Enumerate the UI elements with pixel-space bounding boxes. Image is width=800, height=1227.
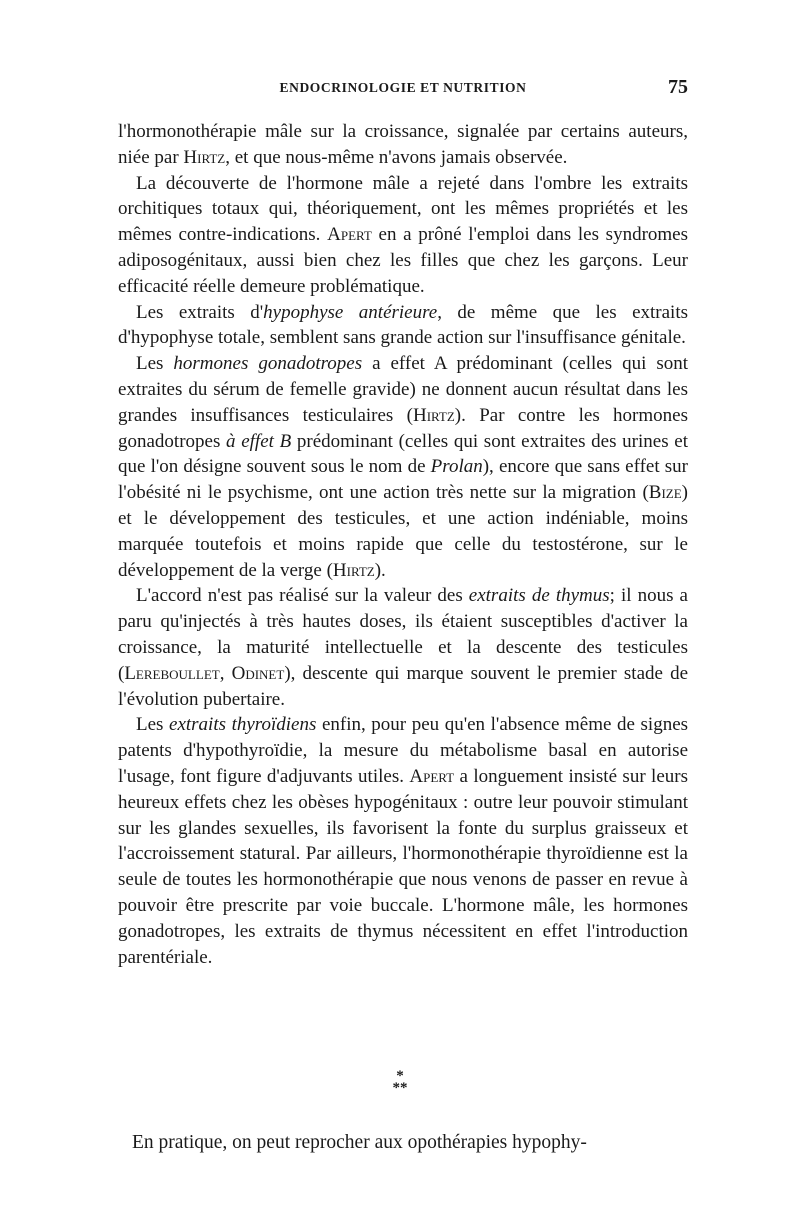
- asterism-top: *: [396, 1068, 404, 1084]
- body-text: [118, 119, 688, 970]
- author-name: Lereboullet: [124, 662, 220, 684]
- running-header: [118, 78, 688, 102]
- paragraph-thymus-extracts: L'accord n'est pas réalisé sur la valeur des extraits de thymus; il nous a paru qu'injectés à très hautes doses, ils étaient susceptibles d'activer la croissance, la maturité intellectuelle et la descente des testicules (Lereboullet, Odinet), descente qui marque souvent le premier stade de l'évolution pubertaire.: [118, 585, 688, 710]
- paragraph-continuation: l'hormonothérapie mâle sur la croissance, signalée par certains auteurs, niée par Hirtz, et que nous-même n'avons jamais observée.: [118, 121, 688, 168]
- author-name: Hirtz: [183, 146, 226, 168]
- emphasis: à effet B: [226, 430, 292, 452]
- paragraph-orchitic-extracts: La découverte de l'hormone mâle a rejeté dans l'ombre les extraits orchitiques totaux qui, théoriquement, ont les mêmes propriétés et les mêmes contre-indications. Apert en a prôné l'emploi dans les syndromes adiposogénitaux, aussi bien chez les filles que chez les garçons. Leur efficacité réelle demeure problématique.: [118, 172, 689, 297]
- author-name: Bize: [648, 482, 682, 504]
- emphasis: hormones gonadotropes: [173, 353, 363, 375]
- author-name: Apert: [327, 224, 372, 246]
- emphasis: extraits thyroïdiens: [169, 714, 317, 736]
- emphasis: Prolan: [430, 456, 483, 478]
- asterism-bottom: **: [392, 1080, 408, 1096]
- author-name: Odinet: [231, 662, 285, 684]
- author-name: Apert: [409, 765, 455, 787]
- running-title: ENDOCRINOLOGIE ET NUTRITION: [279, 80, 527, 95]
- emphasis: hypophyse antérieure: [263, 301, 438, 323]
- paragraph-gonadotropic-hormones: Les hormones gonadotropes a effet A prédominant (celles qui sont extraites du sérum de femelle gravide) ne donnent aucun résultat dans les grandes insuffisances testiculaires (Hirtz). Par contre les hormones gonadotropes à effet B prédominant (celles qui sont extraites des urines et que l'on désigne souvent sous le nom de Prolan), encore que sans effet sur l'obésité ni le psychisme, ont une action très nette sur la migration (Bize) et le développement des testicules, et une action indéniable, moins marquée toutefois et moins rapide que celle du testostérone, sur le développement de la verge (Hirtz).: [118, 353, 689, 581]
- author-name: Hirtz: [412, 404, 455, 426]
- final-line: En pratique, on peut reprocher aux opothérapies hypophy-: [132, 1131, 587, 1153]
- page-number: 75: [668, 76, 688, 98]
- emphasis: extraits de thymus: [468, 585, 610, 607]
- paragraph-thyroid-extracts: Les extraits thyroïdiens enfin, pour peu qu'en l'absence même de signes patents d'hypothyroïdie, la mesure du métabolisme basal en autorise l'usage, font figure d'adjuvants utiles. Apert a longuement insisté sur leurs heureux effets chez les obèses hypogénitaux : outre leur pouvoir stimulant sur les glandes sexuelles, ils favorisent la fonte du surplus graisseux et l'accroissement statural. Par ailleurs, l'hormonothérapie thyroïdienne est la seule de toutes les hormonothérapie que nous venons de passer en revue à pouvoir être prescrite par voie buccale. L'hormone mâle, les hormones gonadotropes, les extraits de thymus nécessitent en effet l'introduction parentériale.: [118, 714, 689, 968]
- author-name: Hirtz: [332, 559, 375, 581]
- asterism-divider: [0, 1070, 800, 1094]
- paragraph-pituitary-extracts: Les extraits d'hypophyse antérieure, de même que les extraits d'hypophyse totale, semblent sans grande action sur l'insuffisance génitale.: [118, 301, 688, 349]
